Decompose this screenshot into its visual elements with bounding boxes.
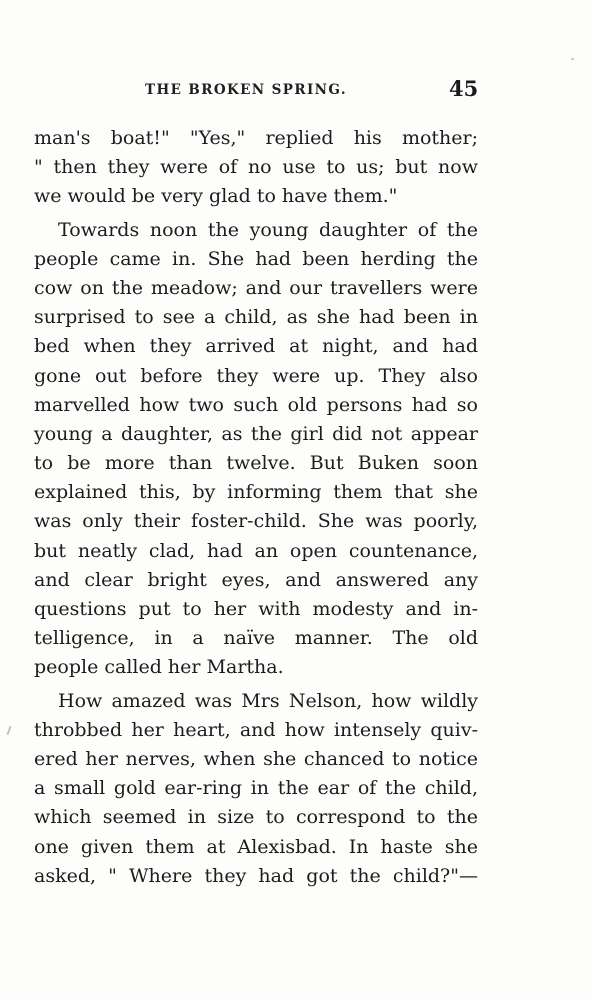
- text-line: questions put to her with modesty and in-: [34, 598, 478, 620]
- text-line: bed when they arrived at night, and had: [34, 335, 478, 358]
- text-line: we would be very glad to have them.": [34, 185, 398, 208]
- text-line: and clear bright eyes, and answered any: [34, 568, 478, 591]
- text-line: cow on the meadow; and our travellers were: [34, 276, 478, 299]
- text-line: people called her Martha.: [34, 656, 284, 679]
- text-line: How amazed was Mrs Nelson, how wildly: [58, 689, 478, 712]
- text-line: man's boat!" "Yes," replied his mother;: [34, 127, 478, 149]
- text-line: but neatly clad, had an open countenance,: [34, 539, 478, 562]
- text-line: a small gold ear-ring in the ear of the child,: [34, 777, 478, 800]
- text-line: to be more than twelve. But Buken soon: [34, 452, 478, 475]
- body-text: [34, 124, 478, 891]
- text-line: young a daughter, as the girl did not appear: [34, 422, 478, 445]
- text-line: " then they were of no use to us; but now: [34, 156, 478, 179]
- text-line: explained this, by informing them that she: [34, 481, 478, 504]
- text-line: people came in. She had been herding the: [34, 247, 478, 270]
- text-line: Towards noon the young daughter of the: [58, 218, 478, 241]
- page-header: [0, 78, 593, 102]
- margin-speck: [7, 726, 12, 735]
- text-line: ered her nerves, when she chanced to notice: [34, 747, 478, 770]
- page-number: 45: [449, 76, 479, 101]
- running-title: THE BROKEN SPRING.: [145, 82, 347, 98]
- text-line: was only their foster-child. She was poorly,: [34, 510, 478, 533]
- text-line: asked, " Where they had got the child?"—: [34, 864, 478, 887]
- text-line: which seemed in size to correspond to the: [34, 806, 478, 829]
- text-line: surprised to see a child, as she had been in: [34, 306, 478, 329]
- text-line: gone out before they were up. They also: [34, 364, 478, 387]
- text-line: marvelled how two such old persons had so: [34, 393, 478, 416]
- text-line: throbbed her heart, and how intensely quiv-: [34, 718, 478, 741]
- text-line: one given them at Alexisbad. In haste she: [34, 835, 478, 858]
- margin-speck: [571, 58, 574, 60]
- text-line: telligence, in a naïve manner. The old: [34, 627, 478, 650]
